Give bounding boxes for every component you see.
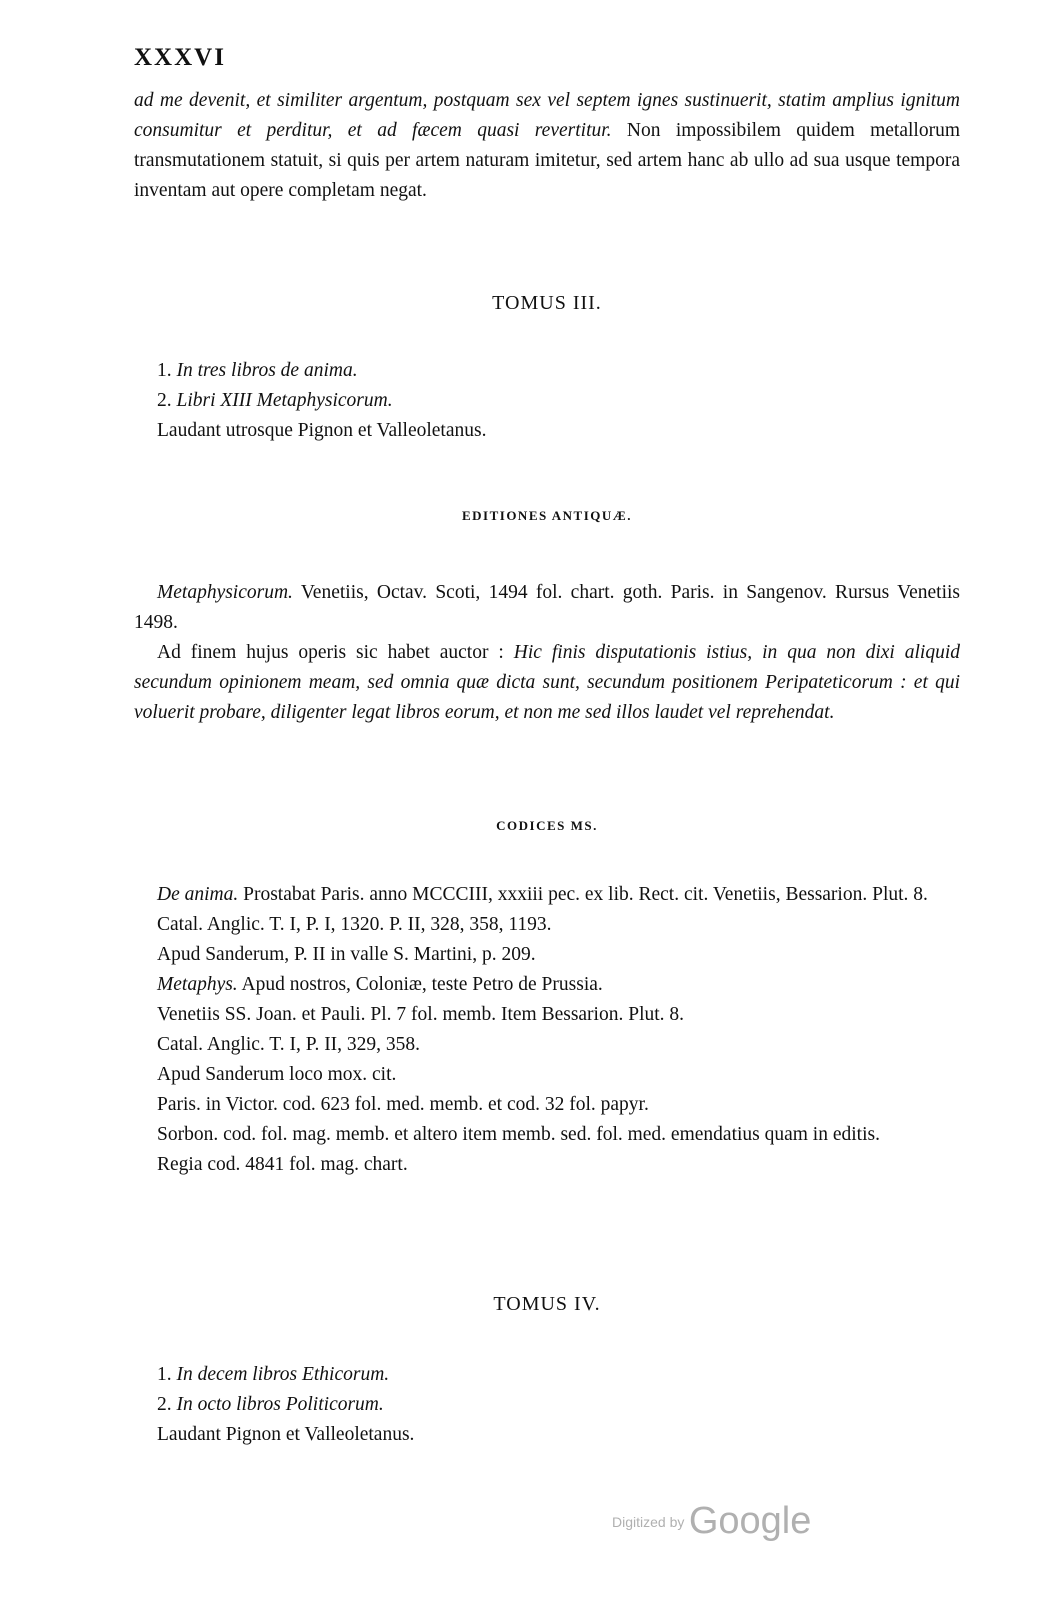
item-number: 2. — [157, 1394, 177, 1415]
tomus-iii-item-2 — [134, 386, 960, 416]
editions-entry — [134, 578, 960, 638]
google-logo: Google — [688, 1500, 812, 1542]
tomus-iii-contents — [134, 356, 960, 446]
editions-title: Metaphysicorum. — [157, 582, 293, 603]
item-number: 1. — [157, 1364, 177, 1385]
digitized-watermark — [612, 1500, 811, 1543]
intro-italic-text: ad me devenit, et similiter argentum, postquam sex vel septem ignes sustinuerit, statim amplius ignitum consumitur et perditur, et ad fæcem quasi revertitur. — [134, 90, 960, 141]
explicit-intro: Ad finem hujus operis sic habet auctor : — [157, 642, 514, 663]
item-title: In decem libros Ethicorum. — [176, 1364, 390, 1385]
tomus-iii-heading: TOMUS III. — [492, 292, 602, 314]
codices-content — [134, 880, 960, 1180]
tomus-iv-heading: TOMUS IV. — [493, 1293, 601, 1315]
editiones-content — [134, 578, 960, 728]
intro-paragraph — [134, 86, 960, 206]
tomus-iii-praise: Laudant utrosque Pignon et Valleoletanus. — [157, 420, 487, 441]
explicit-quote: Hic finis disputationis istius, in qua non dixi aliquid secundum opinionem meam, sed omnia quæ dicta sunt, secundum positionem Peripateticorum : et qui voluerit probare, diligenter legat libros eorum, et non me sed illos laudet vel reprehendat. — [134, 642, 960, 723]
codex-line: Regia cod. 4841 fol. mag. chart. — [157, 1154, 408, 1175]
intro-roman-text: Non impossibilem quidem metallorum transmutationem statuit, si quis per artem naturam imitetur, sed artem hanc ab ullo ad sua usque tempora inventam aut opere completam negat. — [134, 120, 960, 201]
codex-entry-de-anima — [134, 880, 960, 910]
item-title: In octo libros Politicorum. — [176, 1394, 384, 1415]
tomus-iv-item-1 — [134, 1360, 960, 1390]
item-number: 1. — [157, 360, 177, 381]
codex-line: Apud Sanderum, P. II in valle S. Martini, p. 209. — [157, 944, 536, 965]
codex-title: De anima. — [157, 884, 239, 905]
tomus-iii-item-1 — [134, 356, 960, 386]
codex-entry-metaphys — [134, 970, 960, 1000]
item-title: In tres libros de anima. — [176, 360, 358, 381]
item-title: Libri XIII Metaphysicorum. — [176, 390, 393, 411]
codex-line: Venetiis SS. Joan. et Pauli. Pl. 7 fol. memb. Item Bessarion. Plut. 8. — [157, 1004, 685, 1025]
codex-title: Metaphys. — [157, 974, 238, 995]
editiones-heading: EDITIONES ANTIQUÆ. — [461, 508, 633, 523]
codex-line: Paris. in Victor. cod. 623 fol. med. memb. et cod. 32 fol. papyr. — [157, 1094, 649, 1115]
tomus-iv-praise: Laudant Pignon et Valleoletanus. — [157, 1424, 415, 1445]
codex-line: Catal. Anglic. T. I, P. I, 1320. P. II, 328, 358, 1193. — [157, 914, 552, 935]
tomus-iv-contents — [134, 1360, 960, 1450]
codex-line: Sorbon. cod. fol. mag. memb. et altero item memb. sed. fol. med. emendatius quam in editis. — [157, 1124, 880, 1145]
editions-text: Venetiis, Octav. Scoti, 1494 fol. chart. goth. Paris. in Sangenov. Rursus Venetiis 1498. — [134, 582, 960, 633]
watermark-prefix: Digitized by — [612, 1514, 685, 1530]
codices-heading: CODICES MS. — [496, 818, 598, 833]
codex-text: Prostabat Paris. anno MCCCIII, xxxiii pec. ex lib. Rect. cit. Venetiis, Bessarion. Plut. 8. — [238, 884, 928, 905]
tomus-iv-item-2 — [134, 1390, 960, 1420]
item-number: 2. — [157, 390, 177, 411]
codex-text: Apud nostros, Coloniæ, teste Petro de Prussia. — [237, 974, 603, 995]
codex-line: Catal. Anglic. T. I, P. II, 329, 358. — [157, 1034, 421, 1055]
page-number: XXXVI — [134, 44, 226, 71]
codex-line: Apud Sanderum loco mox. cit. — [157, 1064, 397, 1085]
explicit-paragraph — [134, 638, 960, 728]
